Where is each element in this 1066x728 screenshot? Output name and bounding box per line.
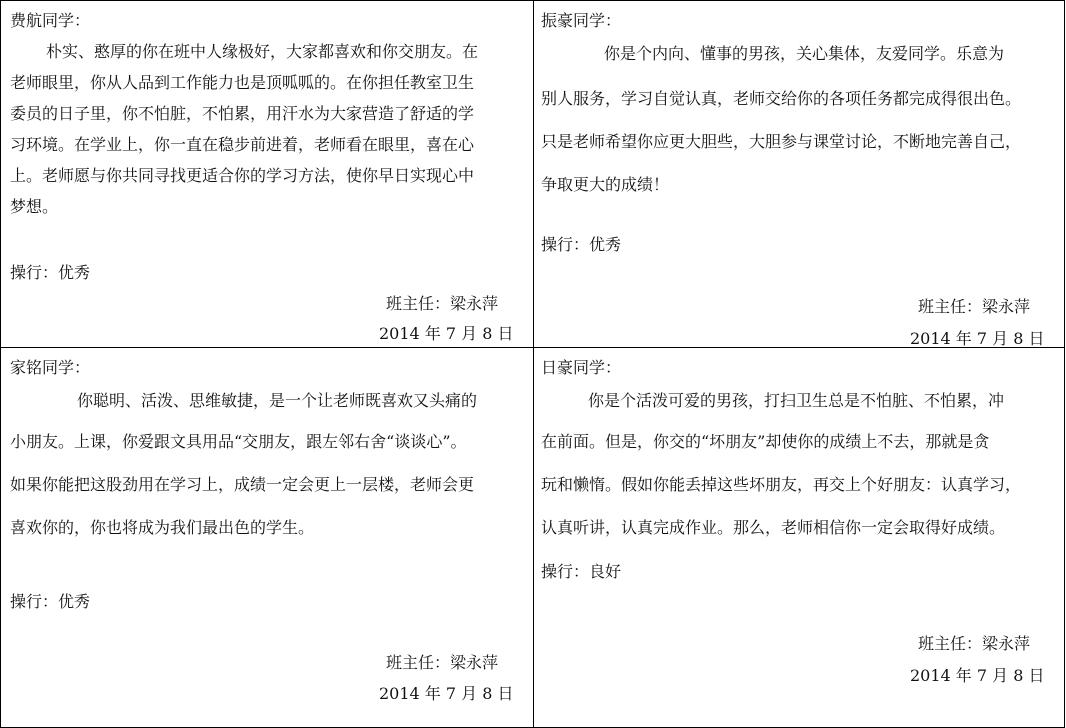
comment-line: 梦想。 <box>10 197 59 216</box>
comment-line: 别人服务，学习自觉认真，老师交给你的各项任务都完成得很出色。 <box>541 89 1022 108</box>
comment-line: 你聪明、活泼、思维敏捷，是一个让老师既喜欢又头痛的 <box>77 391 478 410</box>
teacher-signature: 班主任：梁永萍 <box>918 634 1031 653</box>
comment-date: 2014 年 7 月 8 日 <box>379 684 514 703</box>
comment-card <box>534 348 1065 728</box>
comment-line: 你是个活泼可爱的男孩，打扫卫生总是不怕脏、不怕累，冲 <box>588 391 1005 410</box>
comment-card <box>0 0 534 348</box>
comment-line: 上。老师愿与你共同寻找更适合你的学习方法，使你早日实现心中 <box>10 166 475 185</box>
comment-line: 喜欢你的，你也将成为我们最出色的学生。 <box>10 518 315 537</box>
teacher-signature: 班主任：梁永萍 <box>918 297 1031 316</box>
comment-line: 你是个内向、懂事的男孩，关心集体，友爱同学。乐意为 <box>604 44 1005 63</box>
conduct-grade: 操行：优秀 <box>10 592 91 611</box>
comment-line: 习环境。在学业上，你一直在稳步前进着，老师看在眼里，喜在心 <box>10 135 475 154</box>
comment-date: 2014 年 7 月 8 日 <box>379 324 514 343</box>
comment-line: 老师眼里，你从人品到工作能力也是顶呱呱的。在你担任教室卫生 <box>10 73 475 92</box>
student-salutation: 振豪同学： <box>541 11 622 30</box>
comment-line: 只是老师希望你应更大胆些，大胆参与课堂讨论，不断地完善自己， <box>541 132 1022 151</box>
conduct-grade: 操行：优秀 <box>541 235 622 254</box>
student-salutation: 费航同学： <box>10 11 91 30</box>
comment-card <box>0 348 534 728</box>
conduct-grade: 操行：优秀 <box>10 263 91 282</box>
conduct-grade: 操行：良好 <box>541 562 622 581</box>
comment-date: 2014 年 7 月 8 日 <box>910 666 1045 685</box>
comment-line: 争取更大的成绩！ <box>541 175 670 194</box>
comment-line: 如果你能把这股劲用在学习上，成绩一定会更上一层楼，老师会更 <box>10 475 475 494</box>
student-salutation: 家铭同学： <box>10 358 91 377</box>
comment-line: 小朋友。上课，你爱跟文具用品“交朋友，跟左邻右舍“谈谈心”。 <box>10 432 467 451</box>
comment-line: 委员的日子里，你不怕脏，不怕累，用汗水为大家营造了舒适的学 <box>10 104 475 123</box>
teacher-signature: 班主任：梁永萍 <box>386 294 499 313</box>
comment-card <box>534 0 1065 348</box>
comment-line: 在前面。但是，你交的“坏朋友”却使你的成绩上不去，那就是贪 <box>541 432 990 451</box>
comment-line: 朴实、憨厚的你在班中人缘极好，大家都喜欢和你交朋友。在 <box>46 42 479 61</box>
student-salutation: 日豪同学： <box>541 358 622 377</box>
comment-line: 玩和懒惰。假如你能丢掉这些坏朋友，再交上个好朋友：认真学习， <box>541 475 1022 494</box>
comment-date: 2014 年 7 月 8 日 <box>910 329 1045 348</box>
comment-line: 认真听讲，认真完成作业。那么，老师相信你一定会取得好成绩。 <box>541 518 1006 537</box>
teacher-signature: 班主任：梁永萍 <box>386 653 499 672</box>
